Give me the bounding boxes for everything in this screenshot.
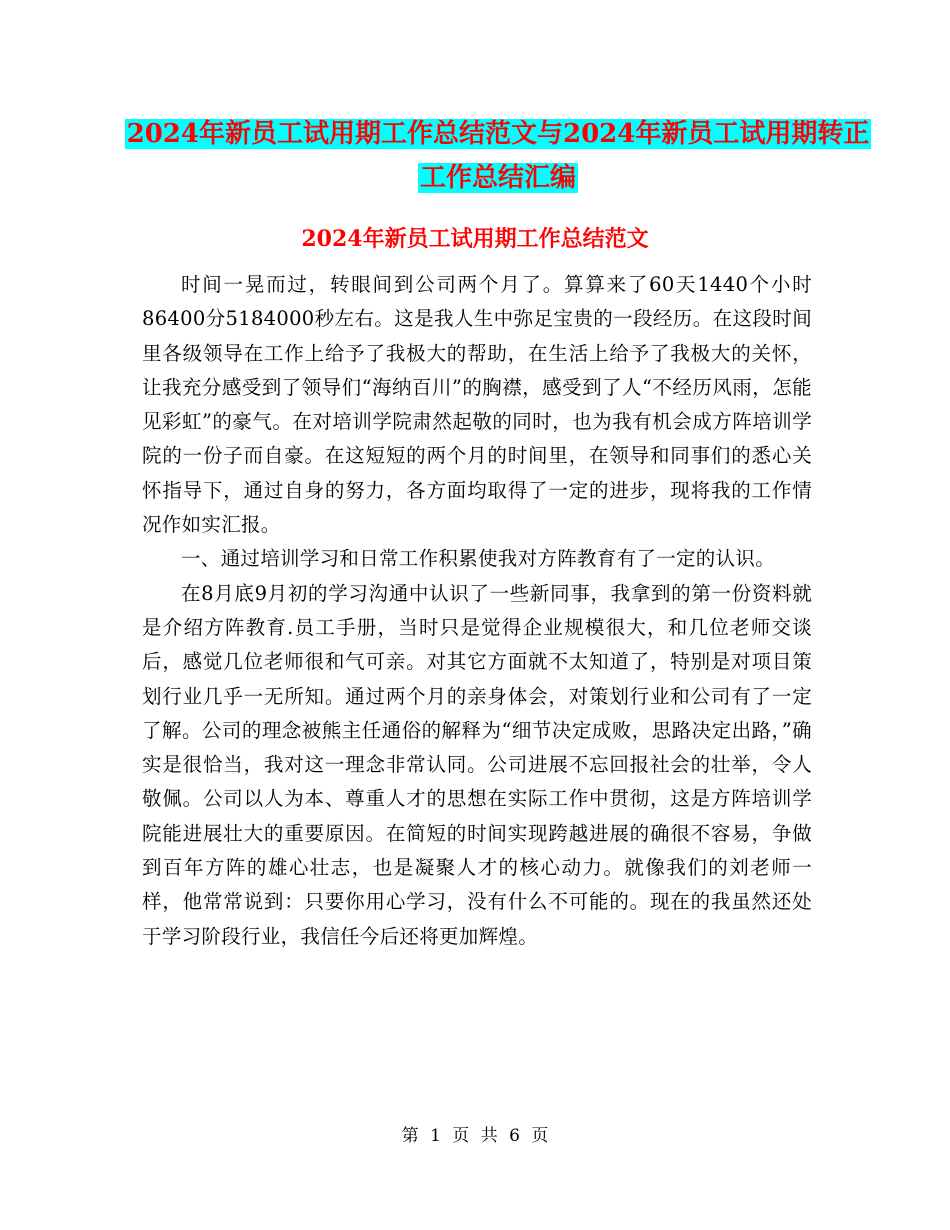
- document-title-highlight: 2024年新员工试用期工作总结范文与2024年新员工试用期转正工作总结汇编: [126, 119, 870, 193]
- paragraph-heading-one: 一、通过培训学习和日常工作积累使我对方阵教育有了一定的认识。: [181, 547, 776, 571]
- section-title: 2024年新员工试用期工作总结范文: [301, 226, 649, 252]
- page-footer: 第 1 页 共 6 页: [401, 1126, 549, 1146]
- paragraph-details: 在8月底9月初的学习沟通中认识了一些新同事，我拿到的第一份资料就是介绍方阵教育.员工手册，当时只是觉得企业规模很大，和几位老师交谈后，感觉几位老师很和气可亲。对其它方面就不太知道了，特别是对项目策划行业几乎一无所知。通过两个月的亲身体会，对策划行业和公司有了一定了解。公司的理念被熊主任通俗的解释为“细节决定成败，思路决定出路，”确实是很恰当，我对这一理念非常认同。公司进展不忘回报社会的壮举，令人敬佩。公司以人为本、尊重人才的思想在实际工作中贯彻，这是方阵培训学院能进展壮大的重要原因。在简短的时间实现跨越进展的确很不容易，争做到百年方阵的雄心壮志，也是凝聚人才的核心动力。就像我们的刘老师一样，他常常说到：只要你用心学习，没有什么不可能的。现在的我虽然还处于学习阶段行业，我信任今后还将更加辉煌。: [142, 581, 812, 948]
- paragraph-intro: 时间一晃而过，转眼间到公司两个月了。算算来了60天1440个小时86400分5184000秒左右。这是我人生中弥足宝贵的一段经历。在这段时间里各级领导在工作上给予了我极大的帮助，在生活上给予了我极大的关怀，让我充分感受到了领导们“海纳百川”的胸襟，感受到了人“不经历风雨，怎能见彩虹”的豪气。在对培训学院肃然起敬的同时，也为我有机会成方阵培训学院的一份子而自豪。在这短短的两个月的时间里，在领导和同事们的悉心关怀指导下，通过自身的努力，各方面均取得了一定的进步，现将我的工作情况作如实汇报。: [142, 273, 812, 537]
- document-title: [120, 112, 876, 200]
- document-body: [142, 268, 812, 954]
